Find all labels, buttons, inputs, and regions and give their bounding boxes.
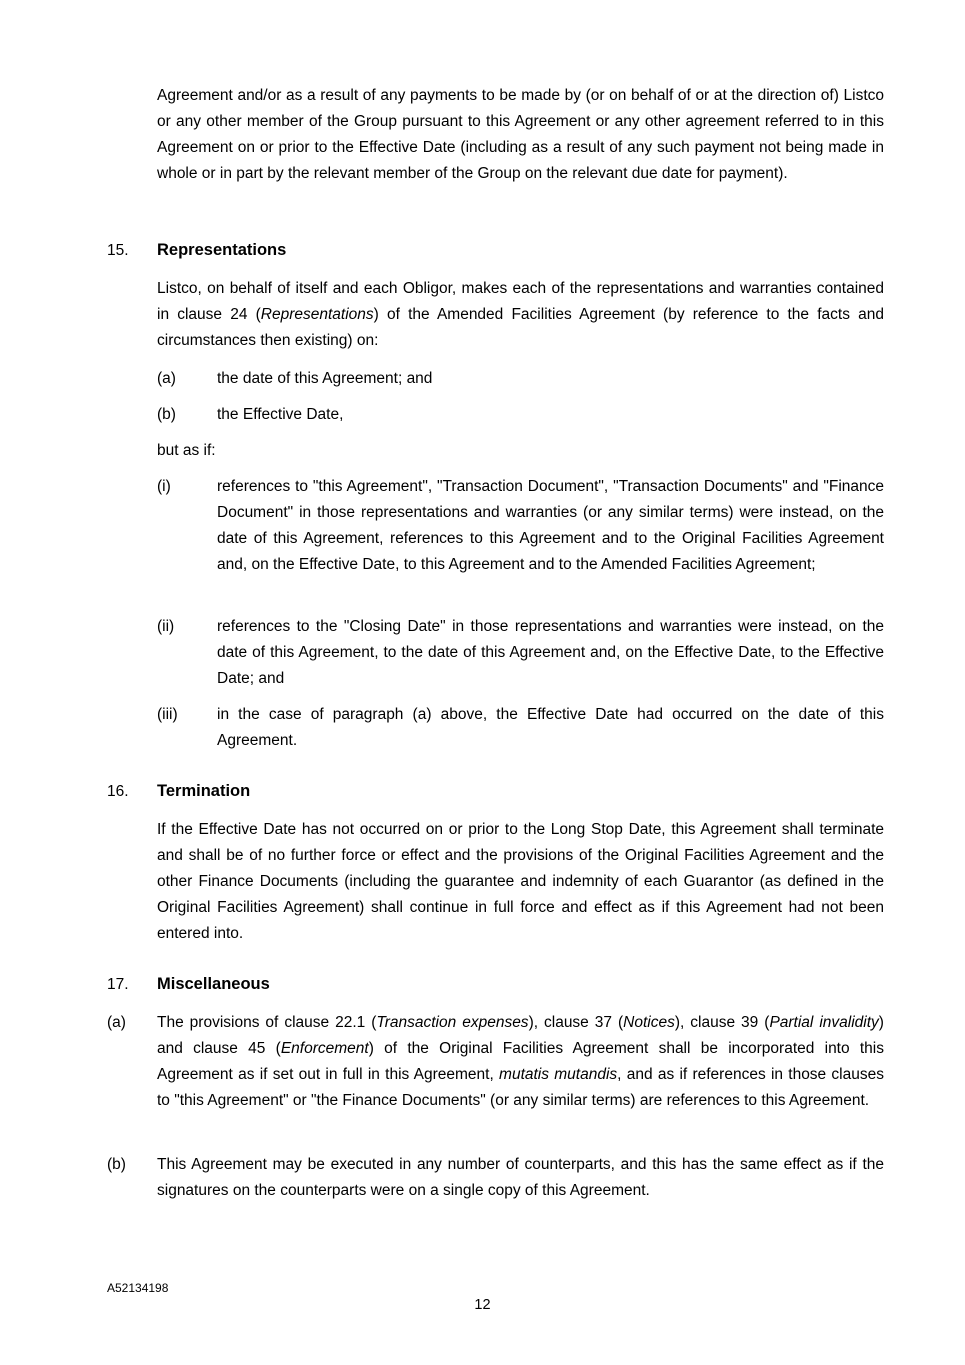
- item-b-label: (b): [157, 406, 176, 423]
- item-a-label: (a): [157, 370, 176, 387]
- item-b-text: the Effective Date,: [217, 406, 344, 423]
- section-17-number: 17.: [107, 976, 129, 993]
- item-a-text: the date of this Agreement; and: [217, 370, 433, 387]
- item-i-label: (i): [157, 478, 171, 495]
- section-16-number: 16.: [107, 783, 129, 800]
- document-reference: A52134198: [107, 1281, 169, 1295]
- misc-item-b-label: (b): [107, 1156, 126, 1173]
- item-i-text: references to "this Agreement", "Transaction Document", "Transaction Documents" and "Finance Document" in those representations and warranties (or any similar terms) were instead, on the date of this Agreement, references to this Agreement and to the Original Facilities Agreement and, on the Effective Date, to this Agreement and to the Amended Facilities Agreement;: [217, 478, 884, 573]
- item-ii-text: references to the "Closing Date" in those representations and warranties were instead, on the date of this Agreement, to the date of this Agreement and, on the Effective Date, to the Effective Date; and: [217, 618, 884, 687]
- misc-item-a-label: (a): [107, 1014, 126, 1031]
- but-as-if: but as if:: [157, 442, 216, 459]
- intro-paragraph: Agreement and/or as a result of any payments to be made by (or on behalf of or at the direction of) Listco or any other member of the Group pursuant to this Agreement or any other agreement referred to in this Agreement on or prior to the Effective Date (including as a result of any such payment not being made in whole or in part by the relevant member of the Group on the relevant due date for payment).: [157, 87, 884, 182]
- item-ii-label: (ii): [157, 618, 175, 635]
- page-number: 12: [474, 1297, 491, 1313]
- misc-item-b-text: This Agreement may be executed in any number of counterparts, and this has the same effect as if the signatures on the counterparts were on a single copy of this Agreement.: [157, 1156, 884, 1199]
- section-15-number: 15.: [107, 242, 129, 259]
- section-17-title: Miscellaneous: [157, 975, 270, 993]
- item-iii-text: in the case of paragraph (a) above, the Effective Date had occurred on the date of this Agreement.: [217, 706, 884, 749]
- item-iii-label: (iii): [157, 706, 178, 723]
- section-16-title: Termination: [157, 782, 251, 800]
- section-15-title: Representations: [157, 241, 287, 259]
- section-15-body: Listco, on behalf of itself and each Obligor, makes each of the representations and warranties contained in clause 24 (Representations) of the Amended Facilities Agreement (by reference to the facts and circumstances then existing) on:: [157, 280, 884, 349]
- section-16-body: If the Effective Date has not occurred on or prior to the Long Stop Date, this Agreement shall terminate and shall be of no further force or effect and the provisions of the Original Facilities Agreement and the other Finance Documents (including the guarantee and indemnity of each Guarantor (as defined in the Original Facilities Agreement) shall continue in full force and effect as if this Agreement had not been entered into.: [157, 821, 884, 942]
- misc-item-a-text: The provisions of clause 22.1 (Transaction expenses), clause 37 (Notices), clause 39 (Partial invalidity) and clause 45 (Enforcement) of the Original Facilities Agreement shall be incorporated into this Agreement as if set out in full in this Agreement, mutatis mutandis, and as if references in those clauses to "this Agreement" or "the Finance Documents" (or any similar terms) are references to this Agreement.: [157, 1014, 884, 1109]
